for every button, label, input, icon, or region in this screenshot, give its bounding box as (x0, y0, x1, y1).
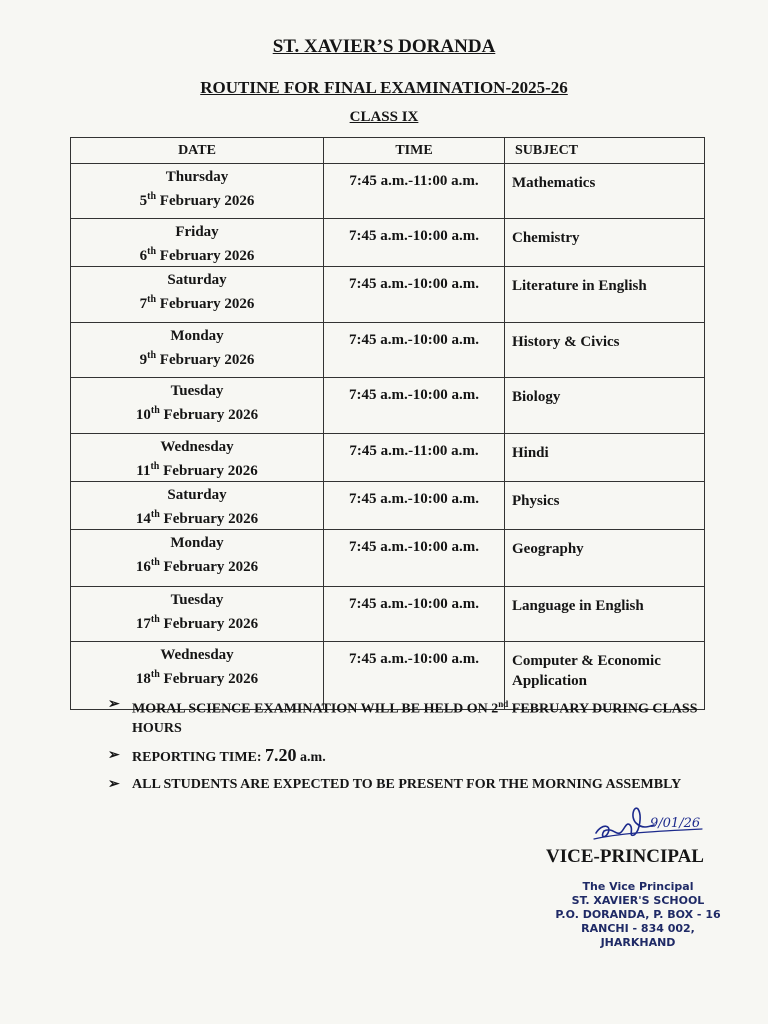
date-suffix: th (147, 350, 157, 361)
reporting-time-unit: a.m. (296, 749, 326, 765)
reporting-time-label: REPORTING TIME: (132, 749, 266, 765)
date-suffix: th (150, 405, 160, 416)
time-cell: 7:45 a.m.-10:00 a.m. (324, 530, 505, 587)
date-cell (71, 267, 324, 323)
subject-cell: History & Civics (505, 323, 705, 378)
date-line (71, 187, 323, 211)
date-line (71, 346, 323, 370)
table-row (71, 530, 705, 587)
date-number: 14 (135, 511, 151, 527)
date-line (71, 553, 323, 577)
time-cell: 7:45 a.m.-11:00 a.m. (324, 434, 505, 482)
date-line (71, 665, 323, 689)
date-month-year: February 2026 (159, 616, 259, 632)
subject-cell: Computer & Economic Application (505, 642, 705, 710)
table-row (71, 323, 705, 378)
date-number: 7 (139, 296, 148, 312)
date-suffix: th (150, 557, 160, 568)
day-name: Thursday (165, 169, 229, 185)
time-cell: 7:45 a.m.-10:00 a.m. (324, 267, 505, 323)
table-body (71, 164, 705, 710)
moral-science-suffix: nd (498, 699, 509, 709)
notes-list (108, 695, 748, 802)
date-month-year: February 2026 (159, 463, 258, 479)
subject-cell: Geography (505, 530, 705, 587)
svg-text:9/01/26: 9/01/26 (650, 816, 701, 831)
date-line (71, 401, 323, 425)
subject-column-header: SUBJECT (505, 138, 705, 164)
subject-cell: Biology (505, 378, 705, 434)
time-cell: 7:45 a.m.-10:00 a.m. (324, 642, 505, 710)
table-row (71, 267, 705, 323)
note-moral-science (108, 695, 748, 738)
routine-title: ROUTINE FOR FINAL EXAMINATION-2025-26 (200, 78, 568, 97)
subject-cell: Literature in English (505, 267, 705, 323)
subject-cell: Chemistry (505, 219, 705, 267)
date-number: 17 (135, 616, 151, 632)
class-label: CLASS IX (349, 109, 419, 125)
exam-routine-table (70, 137, 705, 710)
date-cell (71, 434, 324, 482)
stamp-line-1: The Vice Principal (582, 880, 694, 893)
vice-principal-title: VICE-PRINCIPAL (546, 846, 704, 867)
subject-cell: Physics (505, 482, 705, 530)
table-row (71, 164, 705, 219)
date-suffix: th (147, 246, 157, 257)
handwritten-signature (590, 803, 710, 849)
official-stamp (548, 880, 728, 950)
date-cell (71, 482, 324, 530)
stamp-line-3: P.O. DORANDA, P. BOX - 16 (555, 908, 721, 921)
table-row (71, 434, 705, 482)
date-month-year: February 2026 (159, 407, 259, 423)
table-row (71, 482, 705, 530)
moral-science-text: MORAL SCIENCE EXAMINATION WILL BE HELD ON 2 (132, 701, 499, 717)
day-name: Tuesday (170, 592, 224, 608)
date-number: 11 (136, 463, 151, 479)
date-month-year: February 2026 (156, 193, 255, 209)
time-cell: 7:45 a.m.-11:00 a.m. (324, 164, 505, 219)
date-suffix: th (150, 669, 160, 680)
date-month-year: February 2026 (156, 248, 255, 264)
arrow-bullet-icon: ➢ (108, 747, 120, 763)
time-cell: 7:45 a.m.-10:00 a.m. (324, 378, 505, 434)
date-number: 18 (135, 671, 151, 687)
moral-science-text-rest: FEBRUARY DURING CLASS HOURS (132, 701, 698, 736)
table-row (71, 219, 705, 267)
arrow-bullet-icon: ➢ (108, 697, 120, 712)
day-name: Saturday (167, 272, 227, 288)
date-month-year: February 2026 (159, 559, 259, 575)
stamp-line-4: RANCHI - 834 002, JHARKHAND (581, 922, 695, 949)
assembly-text: ALL STUDENTS ARE EXPECTED TO BE PRESENT FOR THE MORNING ASSEMBLY (132, 776, 682, 792)
arrow-bullet-icon: ➢ (108, 776, 120, 792)
table-header-row (71, 138, 705, 164)
date-line (71, 242, 323, 266)
date-number: 9 (139, 352, 148, 368)
time-cell: 7:45 a.m.-10:00 a.m. (324, 587, 505, 642)
reporting-time-value: 7.20 (265, 744, 297, 765)
date-suffix: th (150, 461, 160, 472)
date-suffix: th (147, 191, 157, 202)
date-line (71, 457, 323, 481)
school-name: ST. XAVIER’S DORANDA (272, 36, 496, 57)
subject-cell: Language in English (505, 587, 705, 642)
day-name: Saturday (167, 487, 227, 503)
date-suffix: th (150, 509, 160, 520)
time-cell: 7:45 a.m.-10:00 a.m. (324, 219, 505, 267)
date-number: 5 (139, 193, 148, 209)
subject-cell: Hindi (505, 434, 705, 482)
date-line (71, 505, 323, 529)
date-month-year: February 2026 (156, 352, 255, 368)
day-name: Wednesday (160, 439, 234, 455)
date-line (71, 610, 323, 634)
date-month-year: February 2026 (159, 511, 259, 527)
date-month-year: February 2026 (159, 671, 259, 687)
note-reporting-time (108, 746, 748, 767)
time-column-header: TIME (324, 138, 505, 164)
time-cell: 7:45 a.m.-10:00 a.m. (324, 482, 505, 530)
date-cell (71, 530, 324, 587)
date-suffix: th (150, 614, 160, 625)
day-name: Wednesday (160, 647, 234, 663)
date-number: 10 (135, 407, 151, 423)
date-line (71, 290, 323, 314)
date-cell (71, 587, 324, 642)
day-name: Monday (170, 535, 224, 551)
note-assembly (108, 775, 748, 794)
date-cell (71, 219, 324, 267)
time-cell: 7:45 a.m.-10:00 a.m. (324, 323, 505, 378)
date-suffix: th (147, 294, 157, 305)
day-name: Tuesday (170, 383, 224, 399)
date-column-header: DATE (71, 138, 324, 164)
date-month-year: February 2026 (156, 296, 255, 312)
stamp-line-2: ST. XAVIER'S SCHOOL (571, 894, 705, 907)
table-row (71, 378, 705, 434)
table-row (71, 587, 705, 642)
date-number: 16 (135, 559, 151, 575)
day-name: Friday (175, 224, 219, 240)
date-cell (71, 378, 324, 434)
date-cell (71, 323, 324, 378)
date-cell (71, 164, 324, 219)
date-number: 6 (139, 248, 148, 264)
day-name: Monday (170, 328, 224, 344)
subject-cell: Mathematics (505, 164, 705, 219)
